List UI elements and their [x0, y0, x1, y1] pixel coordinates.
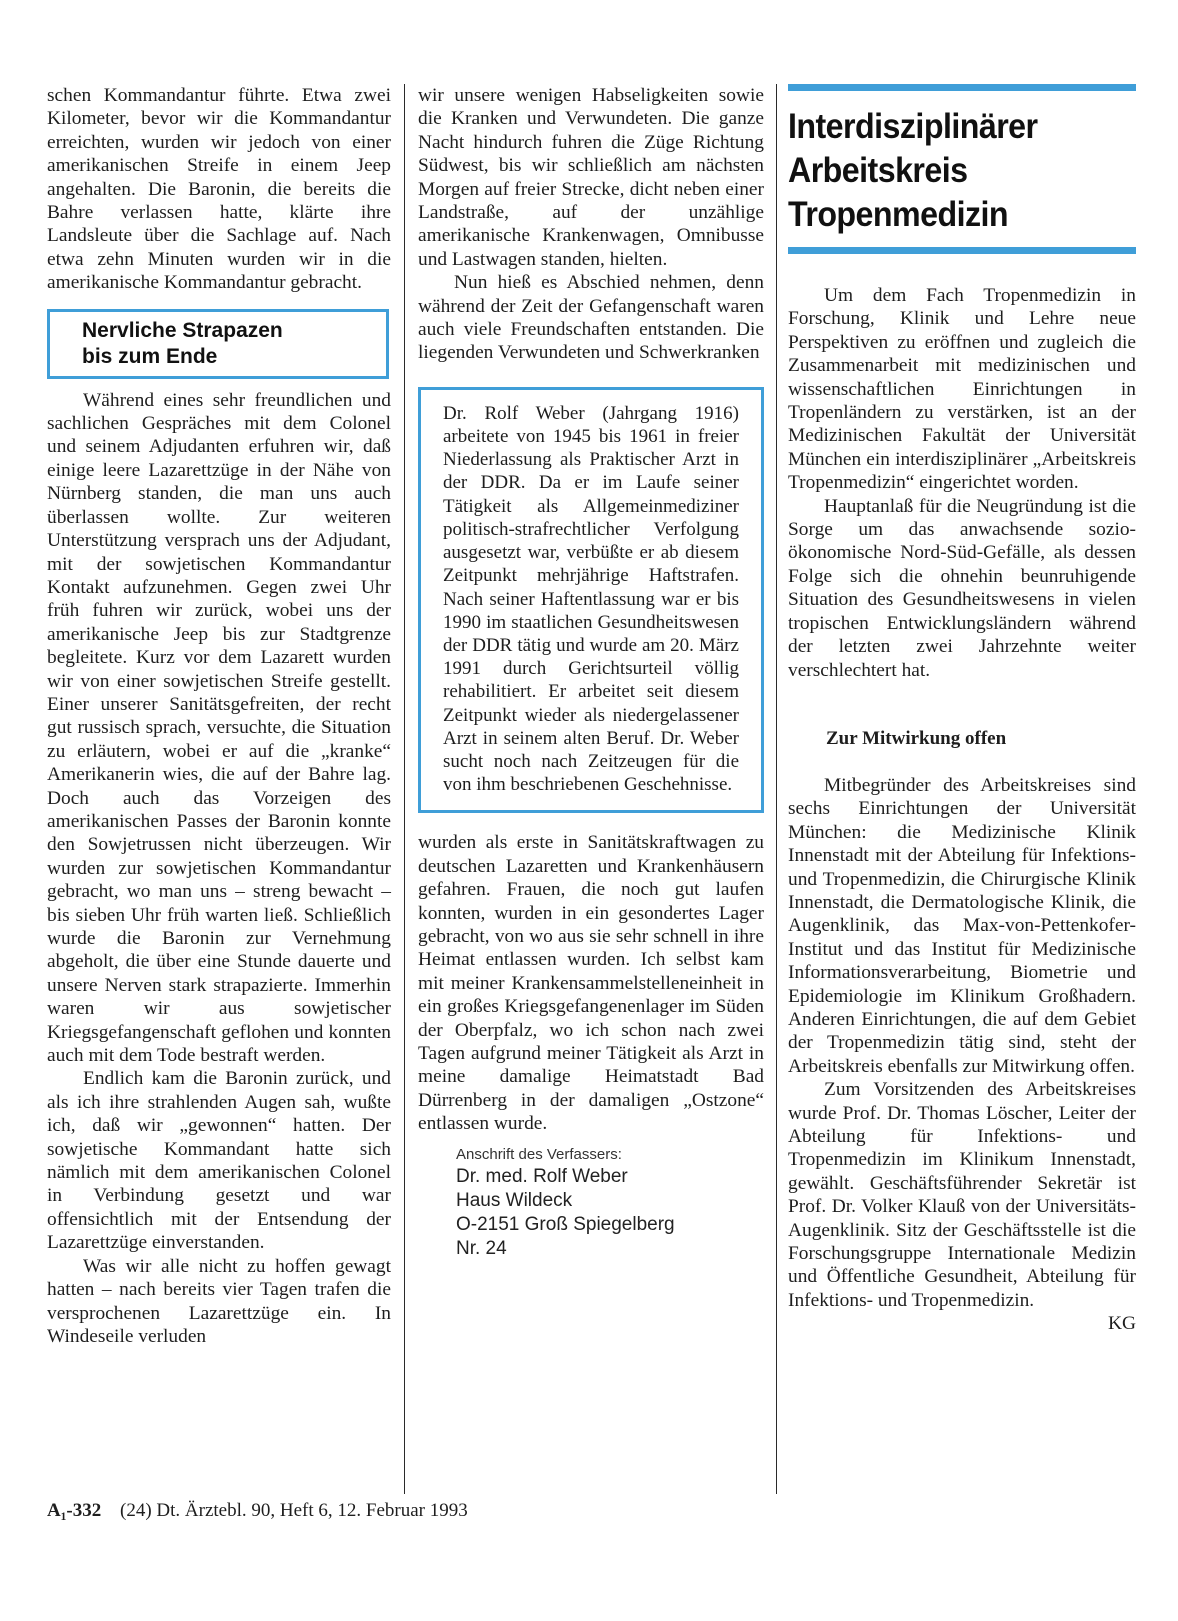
- column-3: [788, 84, 1136, 1336]
- body-paragraph: Nun hieß es Abschied nehmen, denn während der Zeit der Gefangenschaft waren auch viele Freundschaften entstanden. Die liegenden Verwundeten und Schwerkranken: [418, 272, 764, 364]
- body-paragraph: wurden als erste in Sanitätskraftwagen zu deutschen Lazaretten und Krankenhäusern gefahren. Frauen, die noch gut laufen konnten, wurden in ein gesondertes Lager gebracht, von wo aus sie sehr schnell in ihre Heimat entlassen wurden. Ich selbst kam mit meiner Krankensammelstelleneinheit in ein großes Kriegsgefangenenlager im Süden der Oberpfalz, wo ich schon nach zwei Tagen aufgrund meiner Tätigkeit als Arzt in meine damalige Heimatstadt Bad Dürrenberg in der damaligen „Ostzone“ entlassen wurde.: [418, 832, 764, 1135]
- title-rule-bottom: [788, 247, 1136, 254]
- body-paragraph: Mitbegründer des Arbeitskreises sind sechs Einrichtungen der Universität München: die Medizinische Klinik Innenstadt mit der Abteilung für Infektions- und Tropenmedizin, die Chirurgische Klinik Innenstadt, die Dermatologische Klinik, die Augenklinik, das Max-von-Pettenkofer-Institut und das Institut für Medizinische Informationsverarbeitung, Biometrie und Epidemiologie im Klinikum Großhadern. Anderen Einrichtungen, die auf dem Gebiet der Tropenmedizin tätig sind, steht der Arbeitskreis ebenfalls zur Mitwirkung offen.: [788, 774, 1136, 1077]
- author-bio-box: [418, 387, 764, 813]
- subheading-line: Nervliche Strapazen: [82, 318, 283, 342]
- page-footer: [47, 1500, 468, 1522]
- body-paragraph: Zum Vorsitzenden des Arbeitskreises wurde Prof. Dr. Thomas Löscher, Leiter der Abteilung für Infektions- und Tropenmedizin im Klinikum Innenstadt, gewählt. Geschäftsführender Sekretär ist Prof. Dr. Volker Klauß von der Universitäts-Augenklinik. Sitz der Geschäftsstelle ist die Forschungsgruppe Internationale Medizin und Öffentliche Gesundheit, Abteilung für Infektions- und Tropenmedizin.: [788, 1079, 1136, 1311]
- body-paragraph: Um dem Fach Tropenmedizin in Forschung, Klinik und Lehre neue Perspektiven zu eröffnen und zugleich die Zusammenarbeit mit medizinischen und wissenschaftlichen Einrichtungen in Tropenländern zu verstärken, ist an der Medizinischen Fakultät der Universität München ein interdisziplinärer „Arbeitskreis Tropenmedizin“ eingerichtet worden.: [788, 285, 1136, 494]
- address-line: Nr. 24: [456, 1237, 507, 1259]
- address-line: Haus Wildeck: [456, 1189, 573, 1211]
- address-line: O-2151 Groß Spiegelberg: [456, 1213, 675, 1235]
- body-paragraph: wir unsere wenigen Habseligkeiten sowie die Kranken und Verwundeten. Die ganze Nacht hindurch fuhren die Züge Richtung Südwest, bis wir schließlich am nächsten Morgen auf freier Strecke, dicht neben einer Landstraße, auf der unzählige amerikanische Krankenwagen, Omnibusse und Lastwagen standen, hielten.: [418, 85, 764, 270]
- author-bio-text: Dr. Rolf Weber (Jahrgang 1916) arbeitete von 1945 bis 1961 in freier Niederlassung als Praktischer Arzt in der DDR. Da er im Laufe seiner Tätigkeit als Allgemeinmediziner politisch-strafrechtlicher Verfolgung ausgesetzt war, verbüßte er ab diesem Zeitpunkt mehrjährige Haftstrafen. Nach seiner Haftentlassung war er bis 1990 im staatlichen Gesundheitswesen der DDR tätig und wurde am 20. März 1991 durch Gerichtsurteil völlig rehabilitiert. Er arbeitet seit diesem Zeitpunkt wieder als niedergelassener Arzt in seinem alten Beruf. Dr. Weber sucht noch nach Zeitzeugen für die von ihm beschriebenen Geschehnisse.: [443, 402, 739, 796]
- issue-citation: (24) Dt. Ärztebl. 90, Heft 6, 12. Februar 1993: [120, 1500, 468, 1521]
- subheading-line: bis zum Ende: [82, 344, 218, 368]
- title-line: Arbeitskreis: [788, 151, 968, 190]
- address-label: Anschrift des Verfassers:: [456, 1145, 622, 1163]
- body-paragraph: Während eines sehr freundlichen und sachlichen Gespräches mit dem Colonel und seinem Adjudanten erfuhren wir, daß einige leere Lazarettzüge in der Nähe von Nürnberg standen, die man uns auch überlassen wollte. Zur weiteren Unterstützung versprach uns der Adjudant, mit der sowjetischen Kommandantur Kontakt aufzunehmen. Gegen zwei Uhr früh fuhren wir zurück, wobei uns der amerikanische Jeep bis zur Stadtgrenze begleitete. Kurz vor dem Lazarett wurden wir von einer sowjetischen Streife gestellt. Einer unserer Sanitätsgefreiten, der recht gut russisch sprach, versuchte, die Situation zu erläutern, wobei er auf die „kranke“ Amerikanerin wies, die auf der Bahre lag. Doch auch das Vorzeigen des amerikanischen Passes der Baronin konnte den Sowjetrussen nicht überzeugen. Wir wurden zur sowjetischen Kommandantur gebracht, wo man uns – streng bewacht – bis sieben Uhr früh warten ließ. Schließlich wurde die Baronin zur Vernehmung abgeholt, die über eine Stunde dauerte und unsere Nerven stark strapazierte. Immerhin waren wir aus sowjetischer Kriegsgefangenschaft geflohen und konnten auch mit dem Tode bestraft werden.: [47, 389, 391, 1067]
- section-subheading: Zur Mitwirkung offen: [826, 727, 1007, 749]
- article-title: [788, 105, 1108, 237]
- author-initials: KG: [1107, 1313, 1136, 1335]
- address-line: Dr. med. Rolf Weber: [456, 1165, 628, 1187]
- column-divider: [404, 84, 405, 1494]
- column-2: [418, 84, 764, 1261]
- subheading-box: [47, 309, 389, 379]
- body-paragraph: Hauptanlaß für die Neugründung ist die Sorge um das anwachsende sozio-ökonomische Nord-Süd-Gefälle, als dessen Folge sich die ohnehin beunruhigende Situation des Gesundheitswesens in vielen tropischen Entwicklungsländern während der letzten zwei Jahrzehnte weiter verschlechtert hat.: [788, 495, 1136, 681]
- body-paragraph: Endlich kam die Baronin zurück, und als ich ihre strahlenden Augen sah, wußte ich, daß wir „gewonnen“ hatten. Der sowjetische Kommandant hatte sich nämlich mit dem amerikanischen Colonel in Verbindung gesetzt und war offensichtlich mit der Entsendung der Lazarettzüge einverstanden.: [47, 1068, 391, 1254]
- page-number: A₁-332: [47, 1500, 102, 1521]
- title-line: Interdisziplinärer: [788, 107, 1038, 146]
- column-1: [47, 84, 391, 1348]
- column-divider: [776, 84, 777, 1494]
- title-rule-top: [788, 84, 1136, 91]
- title-line: Tropenmedizin: [788, 195, 1009, 234]
- body-paragraph: schen Kommandantur führte. Etwa zwei Kilometer, bevor wir die Kommandantur erreichten, wurden wir jedoch von einer amerikanischen Streife in einem Jeep angehalten. Die Baronin, die bereits die Bahre verlassen hatte, klärte ihre Landsleute über die Sachlage auf. Nach etwa zehn Minuten wurden wir in die amerikanische Kommandantur gebracht.: [47, 85, 391, 294]
- body-paragraph: Was wir alle nicht zu hoffen gewagt hatten – nach bereits vier Tagen trafen die versprochenen Lazarettzüge ein. In Windeseile verluden: [47, 1255, 391, 1347]
